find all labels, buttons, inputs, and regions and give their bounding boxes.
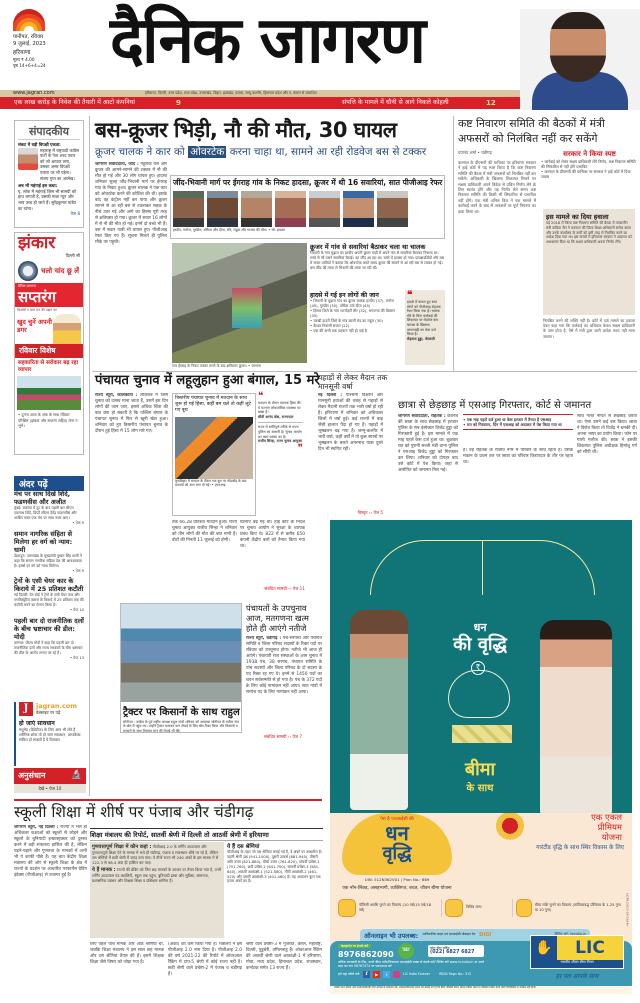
victim-photo	[241, 191, 272, 227]
city-day: पानीपत, रविवार	[13, 34, 44, 40]
panchayat-headline[interactable]: पंचायतों के उपचुनाव आज, मतगणना खत्म होते ही आएंगे नतीजे	[246, 603, 309, 633]
jhankar-tagline: चलो चांद छू लें	[41, 266, 79, 275]
coins-icon	[490, 813, 530, 845]
website-link[interactable]: www.jagran.com	[13, 90, 55, 96]
lic-logo: ✋ LIC	[530, 935, 624, 969]
issue-date: 9 जुलाई, 2023	[13, 41, 46, 47]
arrest-headline[interactable]: छात्रा से छेड़छाड़ में एसआइ गिरफ्तार, कोर्ट से जमानत	[398, 400, 592, 411]
hand-coins-icon	[445, 899, 463, 917]
social-handle: LIC India Forever	[403, 971, 430, 976]
jagran-web-text: मधुमेह (डिबेटीज) के लिए आप भी लेते हैं शरीरिक शोक तो हो जाएं सावधान, आपकेंका सकित हो सकती है ये दिक्कत	[19, 727, 81, 742]
ravivar-headline: सहकारिता से सरोकार बढ़ रहा व्यापार	[18, 360, 79, 374]
jagran-sun-logo-icon	[13, 9, 45, 31]
petition-headline[interactable]: कष्ट निवारण समिति की बैठकों में मंत्री अफसरों को निलंबित नहीं कर सकेंगे	[458, 117, 605, 145]
dead-list-title: हादसे में गई इन लोगों की जान	[310, 292, 379, 299]
columnist-photo	[18, 148, 38, 170]
jagran-web-head: हो जाएं सावधान	[19, 720, 55, 727]
panchayat-body: राज्य ब्यूरो, चंडीगढ़ : पंच-सरपंचों और पंचायत समिति व जिला परिषद सदस्यों के रिक्त पदों पर रविवार को उपचुनाव होगा। नतीजे भी आज ही आएंगे। पंचायती राज संस्थाओं के आम चुनाव में 1938 पंच, 38 सरपंच, पंचायत समिति के पांच सदस्यों और जिला परिषद के दो सदस्य के पद रिक्त रह गए थे। इनमें से 1450 पदों का चयन सर्वसम्मति से हो गया है। पंच के 372 पदों के लिए कोई नामांकन नहीं आया। सात गांवों में सरपंच पद के लिए नामांकन नहीं आया।	[246, 636, 322, 695]
research-page[interactable]: देखें • पेज 10	[14, 784, 86, 793]
rahul-tractor-photo	[121, 604, 241, 702]
arrest-body: जागरण संवाददाता, रोहतक : कालेज की छात्रा के साथ छेड़छाड़ में हरजार पुलिस के सब इंस्पेक्टर विजेंद्र हुड्डा को गिरफ्तारी हुई है। इस मामले में एक माह पहले केस दर्ज हुआ था। शुक्रवार रात को पुरानी सब्जी मंडी थाना पुलिस ने एसआइ विजेंद्र हुड्डा को गिरफ्तार कर लिया। शनिवार को दोपहर बाद उसे कोर्ट में पेश किया। जहां से आरोपित को जमानत मिल गई।	[398, 414, 458, 473]
bengal-headline[interactable]: पंचायत चुनाव में लहूलुहान हुआ बंगाल, 15 मरे	[95, 373, 320, 388]
education-categories: ये हैं दस श्रेणियां पीजीआइ के तहत जो दस श्रेणियां बनाई गई हैं, वे अंकों पर आधारित हैं। पहली श्रेणी दक्ष (941-1000), दूसरी उत्कर्ष (881-940), तीसरी अति उत्तम (821-880), चौथी उत्तम (761-820), पांचवीं प्रचेष्टा-1 (701-760), छठी प्रचेष्टा-2 (641-700), सातवीं प्रचेष्टा-3 (581-640), आठवीं आकांक्षी-1 (521-580), नौवीं आकांक्षी-2 (461-520) और दसवीं आकांक्षी-3 (401-460) है। यह आकलन कुल एक हजार अंकों का है।	[227, 844, 323, 884]
social-row	[338, 971, 471, 978]
piggy-bank-icon	[448, 663, 510, 718]
column-rule	[89, 116, 90, 796]
editorial-item2-text: पृ. लोक में महंगाई जिस भी सामग्री को हाथ लगाती है, उसकी मात्रा न्यून और भाव उच्च हो जाते हैं। सुरेंद्रकुमार पांडेय का व्यंग्य।	[18, 188, 77, 211]
newspaper-title: दैनिक जागरण	[110, 4, 425, 78]
editions-list: हरियाणा, दिल्ली, उत्तर प्रदेश, मध्य प्रदेश, उत्तराखंड, बिहार, झारखंड, पंजाब, जम्मू कश्मीर, हिमाचल प्रदेश और प. बंगाल से प्रकाशित	[145, 91, 317, 95]
section-divider	[14, 799, 322, 801]
petition-body: करनाल के डीएसपी की याचिका पर हरियाणा सरकार ने हाई कोर्ट में यह स्पष्ट किया है कि कष्ट निवारण समिति की बैठक में मंत्री अफसरों को निलंबित नहीं कर सकेंगे। अधिकारी के खिलाफ शिकायत मिलने पर सक्षम प्राधिकारी अपने विवेक से उचित निर्णय लेने के लिए स्वतंत्र होंगे और यह निर्णय लेते समय कष्ट निवारण समिति की किसी भी सिफारिश से प्रभावित नहीं होंगे। एक मंत्री अनिल विज ने एक मामले में कार्रवाई करने के बाद से अफसरों पर पूर्ण नियंत्रण का दावा किया था।	[458, 160, 536, 214]
teaser-right[interactable]: संपत्ति के मामले में धौनी से आगे निकले कोहली	[342, 99, 449, 106]
editorial-page-ref[interactable]: पेज 8	[70, 211, 80, 217]
call-centre-box[interactable]: कॉल सेंटर सर्विस (022) 6827 6827	[428, 945, 484, 957]
monsoon-headline[interactable]: पहाड़ों से लेकर मैदान तक मानसूनी वर्षा	[318, 373, 388, 391]
teaser-bar	[0, 97, 520, 109]
microscope-icon: 🔬	[70, 770, 82, 780]
whatsapp-number[interactable]: 8976862090	[338, 950, 394, 959]
bengal-body3: घटनाएं बढ़ गई थीं। हाई कोर्ट के निर्देश पर चुनाव आयोग ने सुरक्षा के व्यापक प्रबंध किए थे। 822 में से करीब 650 कंपनी केंद्रीय बलों को तैनात किया गया था।	[240, 520, 305, 549]
sidebar-head: क्रूजर में गांव से सवारियां बैठाकर चला था चालक	[310, 243, 426, 251]
lead-sidebar	[310, 243, 445, 271]
overtake-highlight: ओवरटेक	[190, 146, 225, 158]
debris	[232, 288, 262, 328]
online-available-bar: ऑनलाइन भी उपलब्ध: आधिकारिक साइट एवं एलआईसी मोबाइल ऐप DIGI	[360, 929, 590, 941]
victims-panel	[170, 175, 445, 239]
teaser-left-page: 9	[176, 99, 181, 107]
money-bag-icon	[338, 899, 356, 917]
education-subhead: शिक्षा मंत्रालय की रिपोर्ट, सातवीं श्रेणी में दिल्ली तो आठवीं श्रेणी में हरियाणा	[90, 828, 323, 841]
saptrang-tagline: खुद चुनें अपनी डगर	[17, 318, 52, 335]
jhankar-title[interactable]: झंकार	[18, 233, 56, 253]
petition-context-box: इस मामले का दिया हवाला मई 2018 में जिला कष्ट निवारण समिति की बैठक में तत्कालीन मंत्री कविता जैन ने करनाल की जिला शिक्षा अधिकारी सरोज बाला और उनके कार्यालय के कर्मी को इसी तरह से निलंबित करने का आदेश दिया गया था। इस मामले में हरियाणा सरकार ने अदालत को आश्वासन दिया था कि सक्षम प्राधिकारी अपना निर्णय लेंगे।	[543, 209, 635, 315]
supplement-note: • दुगना आज के अंक के साथ रविवार परिशिष्ट (झंकार और सप्तरंग सहित) लेना न भूलें।	[18, 412, 78, 429]
product-name-2: वृद्धि	[382, 843, 412, 864]
quote-icon: ❝	[258, 391, 264, 402]
arrest-points: • एक माह पहले दर्ज हुआ था केस हरजार में तैनात है एसआइ • रात को गिरफ्तार, दिन में एसआइ को अदालत में पेश किया गया था	[463, 414, 573, 430]
lead-body: जागरण संवाददाता, जींद : गेहूंलेक बस और क्रूजर की आमने-सामने की टक्कर में नौ की मौत हो गई और 30 लोग घायल हुए। हादसा शनिवार सुबह जींद-भिवानी मार्ग पर ईगराह गांव के निकट हुआ। क्रूजर चालक ने एक कार को ओवरटेक करने की कोशिश की थी। इसके बाद वह कंट्रोल नहीं कर पाया और क्रूजर सामने से आ रही बस से टकराकर सड़क के नीचे उतर गई और आगे का हिस्सा पूरी तरह से क्षतिग्रस्त हो गया। क्रूजर में सवार 16 लोगों में से नौ की मौत हो गई। इनमें दो बच्चे भी हैं। बस में सवार यात्री भी घायल हुए। पीजीआइ रेफर किए गए हैं। सूचना मिलते ही पुलिस मौके पर पहुंची।	[95, 162, 167, 245]
petition-box-title: सरकार ने किया स्पष्ट	[563, 150, 616, 158]
ravivar-vishesh-banner[interactable]: रविवार विशेष	[15, 344, 83, 358]
arrest-body2: है। वह रोहतक के राजीव नगर में परिवार के साथ रहता है। उसके मकान के प्रथम तल पर छात्रा का परिवार किराएदार के तौर पर रहता था।	[463, 448, 573, 465]
saptrang-title: सप्तरंग	[18, 287, 56, 306]
ad-hero-line3: बीमा	[464, 759, 496, 780]
plan-desc: एक नॉन-लिंक्ड, असहभागी, व्यक्तिगत, बचत, जीवन बीमा योजना	[342, 886, 452, 891]
editorial-box	[14, 120, 84, 228]
inside-list	[14, 490, 84, 661]
victim-photo	[343, 191, 374, 227]
arrest-body3: साथ गलत नीयत से छेड़छाड़ करता था। ऐसा उसने कई बार किया। छात्रा ने विरोध किया तो विजेंद्र ने धमकी दी। अपना भाषा का प्रयोग किया। फोन पर गाली गलौज की। छात्रा ने इसकी शिकायत पुलिस अधीक्षक हिमांशु गर्ग को सौंपी थी।	[577, 414, 637, 455]
research-banner[interactable]: अनुसंधान 🔬	[14, 768, 86, 784]
ballot-fire-photo	[175, 417, 253, 479]
lic-advertisement[interactable]	[330, 520, 632, 813]
instagram-icon[interactable]	[393, 971, 400, 978]
sidebar-text: भिवानी के गांव मुढ़ाल का हरदीप अपनी क्रूजर गाड़ी में अपने गांव से सवारियां बैठाकर निकला था। रास्ते से भी उसने सवारियां बैठाईं। वह जींद आ रहा था। रास्ते में हादसा हो गया। प्रत्यक्षदर्शियों और बस में सवार यात्रियों ने बताया कि ओवरटेक करते समय क्रूजर की सामने से आ रही बस से टक्कर हो गई। बस जींद की तरफ से भिवानी की तरफ जा रही थी।	[310, 251, 445, 270]
petition-byline: दयानंद शर्मा • चंडीगढ़	[458, 150, 492, 155]
monsoon-body: नई दिल्ली : पश्चिमी विक्षोभ और मानसूनी हवाओं की वजह से पहाड़ों से लेकर मैदानी राज्यों तक भारी वर्षा हो रही है। हरियाणा में शनिवार को अधिकतर जिलों में वर्षा हुई। कई राज्यों में बाढ़ जैसी हालात पैदा हो गए हैं। पहाड़ों में भूस्खलन बढ़ गया है। जम्मू-कश्मीर में भारी वर्षा, कहीं वर्षों में तो कुछ स्थानों पर भूस्खलन के चलते अमरनाथ यात्रा दूसरे दिन भी स्थगित रही।	[318, 393, 383, 452]
dead-list: हादसे में गई इन लोगों की जान • भिवानी के मुढ़ाल गांव का क्रूजर चालक हरदीप (37), मनोज (45), गुरप्रीत (30), उर्मिला उर्फ दीपा (45) • हिसार जिले के गांव भटनोहरी तीर (32), भगवन्ता की किसान (45) • चरखी दादरी जिले के गांव काली मंद का राहुल (30) • कैथल निवासी सजल (22) • एक की अभी तक पहचान नहीं हो पाई है	[310, 290, 402, 334]
ad-tagline: गारंटीड वृद्धि के साथ स्थिर विकास के लिए	[536, 845, 624, 851]
education-body: जागरण ब्यूरो, नई दिल्ली : राज्यों ने भले ही अधिकतर कक्षाओं को स्कूलों से जोड़ने और स्कूलों के बुनियादी इन्फ्रास्ट्रक्चर को दुरुस्त करने में बड़ी सफलता हासिल की है, लेकिन पढ़ने-पढ़ाने और गुणवत्ता के मानकों में अभी भी ये काफी पीछे हैं। यह बात केंद्रीय शिक्षा मंत्रालय की ओर से स्कूली शिक्षा के क्षेत्र में राज्यों के प्रदर्शन पर आधारित परफार्मेंस ग्रेडिंग इंडेक्स (पीजीआइ) से उजागर हुई है।	[14, 825, 87, 878]
crash-photo	[172, 243, 307, 363]
dhan-vriddhi-badge: पेश है एलआईसी की धन वृद्धि	[342, 813, 452, 875]
cricketer-photo	[520, 0, 640, 110]
woman-illustration	[540, 620, 612, 813]
education-col3: (अंकों) को कम किया गया है। मंत्रालय ने इसे पीजीआइ 2.0 नाम दिया है। पीजीआइ 2.0 की वर्ष 2021-22 की रिपोर्ट में ओवरआल रैंकिंग में टाप-5 श्रेणी में कोई राज्य नहीं है। छठी श्रेणी वाले प्रचेष्टा-2 में पंजाब व चंडीगढ़ हैं।	[168, 942, 242, 977]
edition-strip	[0, 90, 520, 97]
feature-row	[338, 899, 624, 917]
rahul-headline[interactable]: ट्रैक्टर पर किसानों के साथ राहुल	[123, 707, 240, 718]
feature-benefits: विविध लाभ	[441, 899, 508, 917]
petition-box: सरकार ने किया स्पष्ट • कार्रवाई को लेकर सक्षम प्राधिकारी लेंगे निर्णय, कष्ट निवारण समिति की सिफारिश से नहीं होंगे प्रभावित • करनाल के डीएसपी की याचिका पर सरकार ने हाई कोर्ट में दिया जवाब	[541, 150, 638, 179]
feature-sum-assured: बीमा राशि चुनने का विकल्प (तालिकाबद्ध प्रीमियम के 1.25 गुना या 10 गुना)	[512, 899, 624, 917]
education-box: गुणवत्तापूर्ण शिक्षा में कौन कहां : पीजीआइ 2.0 के लर्निंग आउटकम और गुणवत्तापूर्ण शिक्षा देने के मानक में भले ही चंडीगढ़, पंजाब व राजस्थान शीर्ष पर रहे हैं, लेकिन दस श्रेणियों में छठी श्रेणी में जगह बना पाए। ये तीनों राज्य भी 240 अंकों के इस मानक में से 122.3 से 98.4 अंक ही हासिल कर पाए। ये हैं मानक : राज्यों की ग्रेडिंग को जिन छह मानकों के आधार पर तैयार किया गया है, उनमें लर्निंग आउटकम एंड क्वालिटी, स्कूल तक पहुंच, बुनियादी ढांचा और सुविधा, समानता, प्रशासनिक प्रबंधन और शिक्षक शिक्षा व प्रशिक्षण शामिल हैं।	[90, 842, 224, 938]
pill-capsule-icon	[516, 899, 532, 917]
digi-logo: DIGI	[479, 932, 492, 938]
education-col4: श्रेणी वाले प्रचेष्टा-3 में गुजरात, केरल, महाराष्ट्र, दिल्ली, पुडुचेरी, तमिलनाडु हैं। ओवरआल रैंकिंग की आठवीं श्रेणी वाले आकांक्षी-1 में हरियाणा, गोवा, मध्य प्रदेश, हिमाचल प्रदेश, राजस्थान, कर्नाटक समेत 13 राज्य हैं।	[246, 942, 322, 971]
lead-subhead: क्रूजर चालक ने कार को ओवरटेक करना चाहा था, सामने आ रही रोडवेज बस से टक्कर	[95, 146, 427, 158]
bengal-quotes: ❝ मतदान के दौरान व्यापक हिंसा की ये घटनाएं लोकतांत्रिक व्यवस्था पर धब्बा है। सीवी आनंद बोस, राज्यपाल राज्य में शांतिपूर्ण तरीके से राज्य पुलिस का शासनी है। चुनाव आयोग का काम प्रशंसा का है। राजीव सिन्हा, राज्य चुनाव आयुक्त ❞	[258, 391, 303, 454]
ad-hero-line2: की वृद्धि	[453, 634, 507, 655]
inside-item[interactable]: पहली बार दो राजनीतिक दलों के बीच भ्रष्टाचार की डील: मोदी वारंगल: पीएम मोदी ने कहा कि पहली बार दो राजनीतिक दलों और राज्य सरकारों के बीच भ्रष्टाचार की डील के आरोप लगाए जा रहे हैं। • पेज 13	[14, 616, 84, 660]
ad-disclaimer: नकली फोन कॉल्स और फर्जी/धोखाधड़ी वाले ऑफर्स से सावधान रहें। आईआरडीएआई जनता को सलाह देता है कि बीमा पॉलिसी बेचने, बोनस घोषित करने या प्रीमियम निवेश करने जैसी गतिविधियों में शामिल नहीं होता।	[330, 986, 632, 994]
inside-item[interactable]: ट्रेनों के एसी चेयर कार के किराये में 25 प्रतिशत कटौती नई दिल्ली: रेल बोर्ड ने ट्रेनों के एसी चेयर कार और एग्जीक्यूटिव क्लास के किराये में 25 प्रतिशत तक की कटौती करने का ऐलान किया है। • पेज 10	[14, 577, 84, 613]
quote-box: ❝ हादसे में घायल हुए सात लोगों को पीजीआइ रोहतक रेफर किया गया है। चालक रवि के बिना कार्रवाई की शिकायत पर रोडवेज बस चालक के खिलाफ लापरवाही का केस दर्ज किया है। रोहताश हुड्डा, जेलरजी	[405, 290, 445, 365]
victim-photo	[207, 191, 238, 227]
victim-photo	[275, 191, 306, 227]
inside-title: अंदर पढ़ें	[14, 476, 84, 491]
girl-photo	[53, 314, 81, 344]
editorial-item1-text: महाराष्ट्र में राष्ट्रवादी कांग्रेस पार्टी के नेता शरद पवार को जो आघात लगा, उसका असर विपक्षी एकता पर भी पड़ेगा। संजय गुप्त का आलेख।	[40, 147, 80, 181]
row-rule	[92, 371, 637, 372]
lic-slogan: हर पल आपके साथ	[555, 973, 599, 980]
ad-code: LICIPL/2023-24/33/Hin	[625, 893, 630, 927]
monsoon-byline[interactable]: विस्तृत ›› पेज 5	[357, 510, 383, 515]
price: मूल्य ₹ 4.00	[13, 57, 35, 62]
social-label: हमें यहां फॉलो करें:	[338, 971, 361, 976]
lic-lamp-hands-icon: ✋	[531, 936, 557, 968]
petition-tail: निलंबित करने की शक्ति नहीं है। कोर्ट में दर्ज मामले का हवाला देकर कहा गया कि कार्रवाई का अधिकार केवल सक्षम प्राधिकारी के पास होता है, ऐसे में मंत्री द्वारा जारी आदेश स्वतः नहीं माना जाएगा।	[543, 318, 635, 339]
facebook-icon[interactable]: f	[363, 971, 370, 978]
editorial-item1-head[interactable]: संकट में घड़ी विपक्षी एकता:	[18, 142, 61, 147]
twitter-icon[interactable]: t	[383, 971, 390, 978]
ad-hero-line1: धन	[473, 621, 487, 634]
victims-caption: हरदीप, मनोज, गुरप्रीत, उर्मिला और दीपा, रवि, राहुल और गाजल की मौत। • सौ. हादसा	[173, 228, 285, 232]
quote-icon: ❝	[407, 290, 413, 301]
rahul-photo-frame: ट्रैक्टर पर किसानों के साथ राहुल सोनीपत : कांग्रेस के पूर्व राष्ट्रीय अध्यक्ष राहुल गांधी शनिवार को अचानक सोनीपत के मदीना गांव के खेत में पहुंच गए। उन्होंने ट्रैक्टर चलाकर धान रोपाई के लिए खेत तैयार किया और किसानों व मजदूरों के साथ मिलकर धान की रोपाई भी की।	[120, 603, 242, 733]
lic-ad-details: पेश है एलआईसी की धन वृद्धि UIN: 512N362V01 | Plan No.: 869 एक नॉन-लिंक्ड, असहभागी, व्यक्तिगत, बचत, जीवन बीमा योजना एक एकल प्रीमियम योजना गारंटीड वृद्धि के साथ स्थिर विकास के लिए पॉलिसी अवधि चुनने का विकल्प (10 वर्ष/15 वर्ष/18 वर्ष) विविध लाभ बीमा राशि चुनने का विकल्प (तालिकाबद्ध प्रीमियम के 1.25 गुना या 10 गुना) ऑनलाइन भी उपलब्ध: आधिकारिक साइट एवं एलआईसी मोबाइल ऐप DIGI व्हाट्सऐप पर संपर्क करें 8976862090 'Hi' कॉल सेंटर सर्विस (022) 6827 6827 अधिक जानकारी के लिए, अपने बीमा एजेंट/निकटतम एलआईसी शाखा से संपर्क करें/ विजिट करें www.licindia.in या अपने शहर का नाम 56767474 पर एसएमएस करें हमें यहां फॉलो करें: f ▶ t LIC India Forever IRDAI Regn No.: 512 ✋ LIC भारतीय जीवन बीमा निगम हर पल आपके साथ नकली फोन कॉल्स और फर्जी/धोखाधड़ी वाले ऑफर्स से सावधान रहें। आईआरडीएआई जनता को सलाह देता है कि बीमा पॉलिसी बेचने, बोनस घोषित करने या प्रीमियम निवेश करने जैसी गतिविधियों में शामिल नहीं होता। LICIPL/2023-24/33/Hin	[330, 813, 632, 993]
victim-photo	[309, 191, 340, 227]
product-name-1: धन	[385, 821, 409, 845]
jagran-web-box[interactable]: J jagran.com वेबसाइट पर पढ़ें हो जाएं सावधान मधुमेह (डिबेटीज) के लिए आप भी लेते हैं शरीरिक शोक तो हो जाएं सावधान, आपकेंका सकित हो सकती है ये दिक्कत	[14, 702, 86, 766]
uin-plan: UIN: 512N362V01 | Plan No.: 869	[364, 877, 430, 882]
feature-policy-term: पॉलिसी अवधि चुनने का विकल्प (10 वर्ष/15 वर्ष/18 वर्ष)	[338, 899, 437, 917]
crash-photo-caption: गांव ईगराह के निकट टक्कर लगने के बाद क्षतिग्रस्त क्रूजर। • जागरण	[172, 364, 262, 368]
editorial-item2-head[interactable]: अब भी महंगाई इस कथा:	[18, 183, 58, 189]
victim-photo	[377, 191, 408, 227]
page-count: पृष्ठ 14+6+4=24	[13, 63, 46, 68]
bengal-body2: तक 66.28 प्रतिशत मतदान हुआ। राज्य चुनाव आयुक्त राजीव सिन्हा ने शनिवार को तीन लोगों की मौत की बात मानी है। वोटों की गिनती 11 जुलाई को होगी।	[172, 520, 237, 543]
man-illustration	[350, 610, 408, 810]
bengal-body: राज्य ब्यूरो, कोलकाता : लोकतंत्र में जिस चुनाव को उत्सव माना जाता है, उसमें इस दिन लोगों की जान जाए, इससे अधिक चिंता की बात क्या हो सकती है कि पश्चिम बंगाल के पंचायत चुनाव में फिर से खूनी खेल हुआ। शनिवार को हुए त्रिस्तरीय पंचायत चुनाव के दौरान हुई हिंसा में 15 लोग मारे गए।	[95, 393, 168, 434]
supplements-box: झंकार दिल्ली सी चलो चांद छू लें दैनिक जागरण सप्तरंग किशोरों व बाल मन की उड़ान का खुद चुनें अपनी डगर रविवार विशेष सहकारिता से सरोकार बढ़ रहा व्यापार • दुगना आज के अंक के साथ रविवार परिशिष्ट (झंकार और सप्तरंग सहित) लेना न भूलें।	[14, 232, 84, 455]
inside-header	[14, 476, 84, 488]
edition-state: हरियाणा	[13, 50, 31, 56]
rahul-byline[interactable]: संबंधित सामग्री ›› पेज 7	[264, 734, 302, 739]
jagran-web-brand[interactable]: jagran.com	[36, 702, 78, 711]
contact-band: व्हाट्सऐप पर संपर्क करें 8976862090 'Hi' कॉल सेंटर सर्विस (022) 6827 6827 अधिक जानकारी के लिए, अपने बीमा एजेंट/निकटतम एलआईसी शाखा से संपर्क करें/ विजिट करें www.licindia.in या अपने शहर का नाम 56767474 पर एसएमएस करें हमें यहां फॉलो करें: f ▶ t LIC India Forever IRDAI Regn No.: 512 ✋ LIC भारतीय जीवन बीमा निगम हर पल आपके साथ	[330, 941, 632, 986]
whatsapp-hi-icon: 'Hi'	[398, 943, 414, 959]
editorial-title: संपादकीय	[18, 124, 80, 140]
irdai-reg: IRDAI Regn No.: 512	[438, 971, 472, 976]
education-headline[interactable]: स्कूली शिक्षा में शीर्ष पर पंजाब और चंडीगढ़	[14, 803, 254, 821]
rupee-coin-icon: ₹	[471, 661, 485, 675]
quote-close-icon: ❞	[297, 442, 303, 454]
youtube-icon[interactable]: ▶	[375, 972, 379, 977]
teaser-right-page: 12	[486, 99, 496, 107]
banknotes-icon	[452, 725, 512, 743]
moon-icon	[18, 261, 38, 281]
photo-banner: जींद-भिवानी मार्ग पर ईगराह गांव के निकट हादसा, क्रूजर में थी 16 सवारियां, सात पीजीआइ रेफर	[173, 178, 443, 187]
inside-item[interactable]: समान नागरिक संहिता से मिलेगा हर वर्ग को न्याय: धामी देहरादून: उत्तराखंड के मुख्यमंत्री पुष्कर सिंह धामी ने कहा कि समान नागरिक संहिता देश की आवश्यकता है। इससे हर वर्ग को न्याय मिलेगा। • पेज 9	[14, 529, 84, 573]
victim-photo	[173, 191, 204, 227]
teaser-left[interactable]: एक लाख करोड़ के निवेश की तैयारी में आटो कंपनियां	[14, 99, 135, 106]
column-rule	[453, 116, 454, 371]
jagran-j-logo-icon: J	[19, 702, 33, 716]
education-col2: लिए पहले पांच मानक और आठ श्रेणियां थीं, जबकि शिक्षा मंत्रालय ने इस साल छह मानक और दस श्रेणियां तैयार की हैं। इसमें शिक्षक शिक्षा जैसे विषय को जोड़ा गया है।	[90, 942, 164, 965]
masthead-info	[13, 34, 83, 69]
bengal-inset: त्रिस्तरीय पंचायत चुनाव में मतदान के साथ शुरू हो गई हिंसा, कहीं बम चले तो कहीं लूटे गए बूथ कूचबिहार में मतदान के दौरान एक बूथ पर तोड़फोड़ के बाद मतपत्रों को आग लगा दी गई। • एएनआइ	[172, 393, 256, 516]
bengal-byline[interactable]: संबंधित सामग्री ›› पेज 11	[264, 586, 305, 591]
ad-hero-line4: के साथ	[466, 783, 494, 794]
inside-item[interactable]: मंच पर साथ दिखे शिंदे, फडणवीस और अजीत मुंबई: राकांपा में टूट के बाद पहली बार सीएम एकनाथ शिंदे, डिप्टी सीएम देवेंद्र फडणवीस और अजीत पवार एक मंच पर साथ नजर आए। • पेज 9	[14, 490, 84, 525]
lead-headline[interactable]: बस-क्रूजर भिड़ी, नौ की मौत, 30 घायल	[95, 118, 397, 142]
jhankar-sub: दिल्ली सी	[65, 253, 80, 258]
saptrang-banner[interactable]: दैनिक जागरण सप्तरंग	[15, 283, 83, 307]
cooperative-photo	[17, 376, 81, 410]
